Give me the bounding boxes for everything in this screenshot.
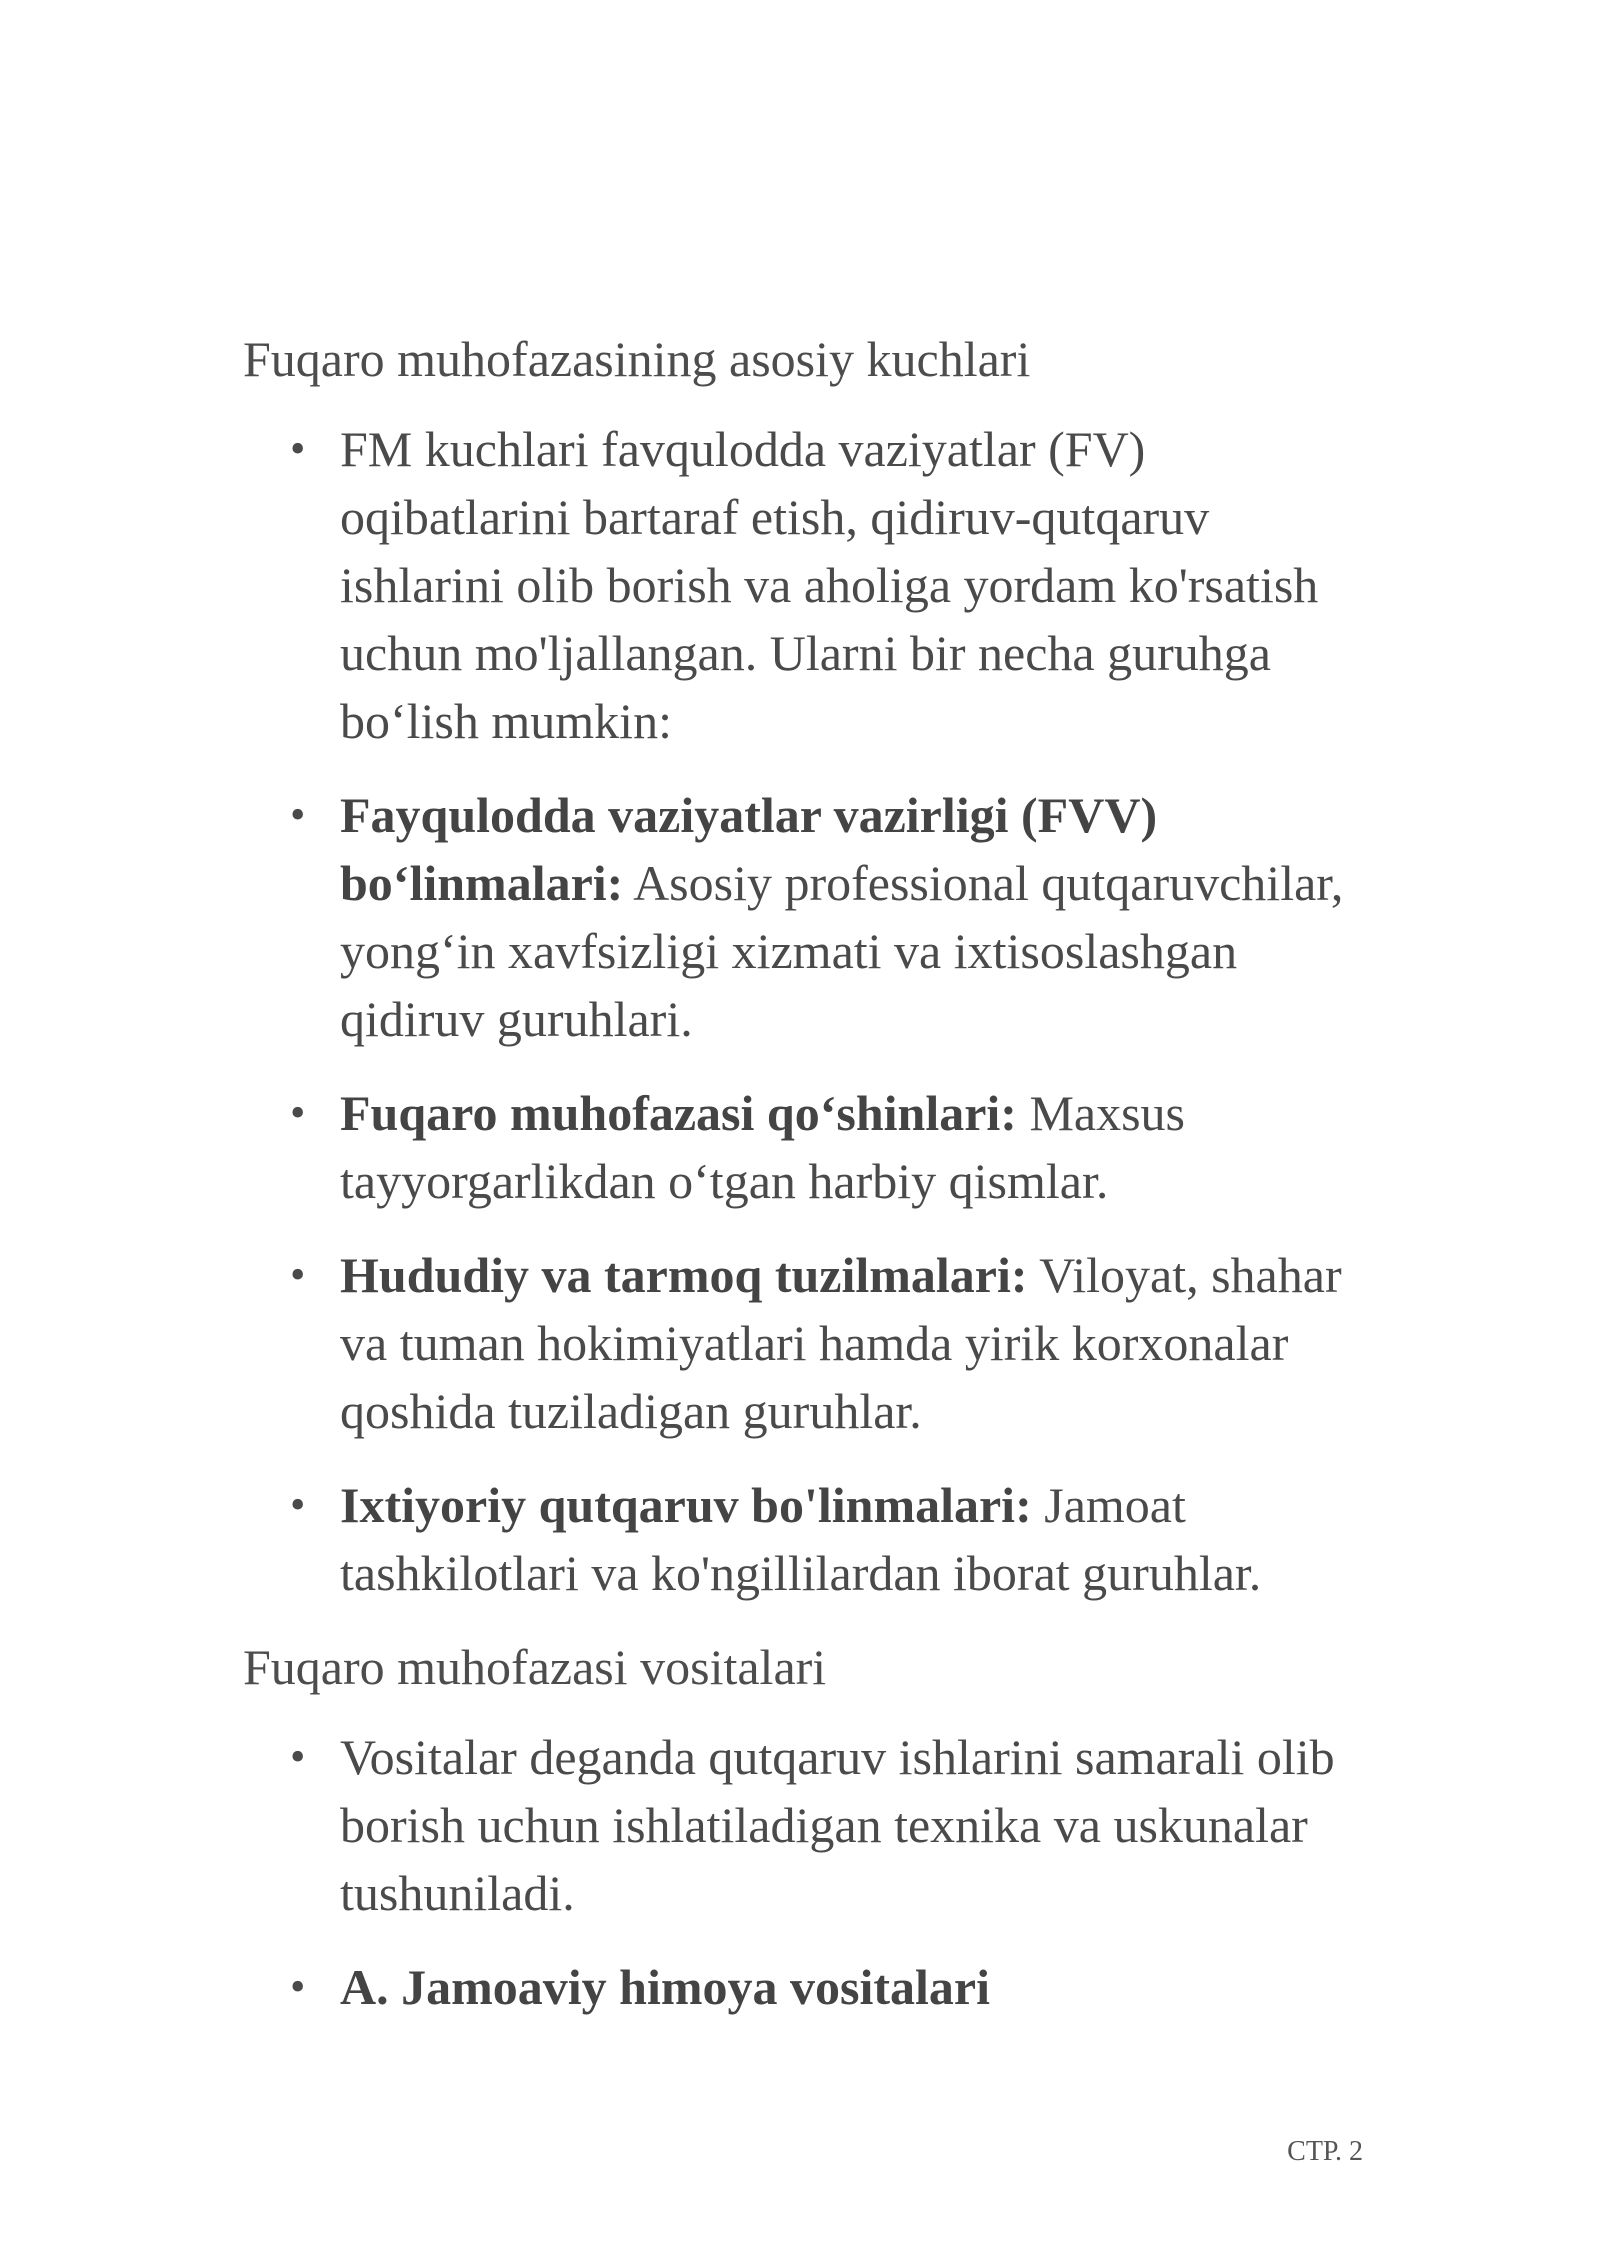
list-item-text: Asosiy professional qutqaruvchilar, yong‘in xavfsizligi xizmati va ixtisoslashgan qidiruv guruhlari. bbox=[340, 855, 1344, 1047]
list-item bbox=[243, 781, 1363, 1053]
means-list bbox=[243, 1723, 1363, 2021]
bullet-icon: • bbox=[290, 424, 306, 473]
section-heading-means: Fuqaro muhofazasi vositalari bbox=[243, 1639, 827, 1695]
list-item bbox=[243, 1723, 1363, 1927]
bullet-icon: • bbox=[290, 1962, 306, 2011]
list-item-bold: Fuqaro muhofazasi qo‘shinlari: bbox=[340, 1085, 1017, 1141]
bullet-icon: • bbox=[290, 790, 306, 839]
list-item bbox=[243, 415, 1363, 755]
section-heading-forces: Fuqaro muhofazasining asosiy kuchlari bbox=[243, 331, 1031, 387]
forces-list bbox=[243, 415, 1363, 1607]
bullet-icon: • bbox=[290, 1480, 306, 1529]
list-item-bold: A. Jamoaviy himoya vositalari bbox=[340, 1959, 990, 2015]
list-item bbox=[243, 1241, 1363, 1445]
list-item-bold: Hududiy va tarmoq tuzilmalari: bbox=[340, 1247, 1028, 1303]
list-item-text: Viloyat, shahar va tuman hokimiyatlari hamda yirik korxonalar qoshida tuziladigan guruhlar. bbox=[340, 1247, 1342, 1439]
list-item-text: FM kuchlari favqulodda vaziyatlar (FV) oqibatlarini bartaraf etish, qidiruv-qutqaruv ishlarini olib borish va aholiga yordam ko'rsatish uchun mo'ljallangan. Ularni bir necha guruhga bo‘lish mumkin: bbox=[340, 421, 1319, 749]
list-item-text: Vositalar deganda qutqaruv ishlarini samarali olib borish uchun ishlatiladigan texnika va uskunalar tushuniladi. bbox=[340, 1729, 1335, 1921]
list-item-bold: Fayqulodda vaziyatlar vazirligi (FVV) bo‘linmalari: bbox=[340, 787, 1158, 911]
list-item bbox=[243, 1471, 1363, 1607]
bullet-icon: • bbox=[290, 1088, 306, 1137]
page-number: СТР. 2 bbox=[1287, 2136, 1363, 2167]
page-content bbox=[243, 325, 1363, 2047]
list-item bbox=[243, 1079, 1363, 1215]
list-item-text: Jamoat tashkilotlari va ko'ngillilardan iborat guruhlar. bbox=[340, 1477, 1262, 1601]
list-item-bold: Ixtiyoriy qutqaruv bo'linmalari: bbox=[340, 1477, 1032, 1533]
list-item bbox=[243, 1953, 1363, 2021]
bullet-icon: • bbox=[290, 1732, 306, 1781]
list-item-text: Maxsus tayyorgarlikdan o‘tgan harbiy qismlar. bbox=[340, 1085, 1186, 1209]
bullet-icon: • bbox=[290, 1250, 306, 1299]
